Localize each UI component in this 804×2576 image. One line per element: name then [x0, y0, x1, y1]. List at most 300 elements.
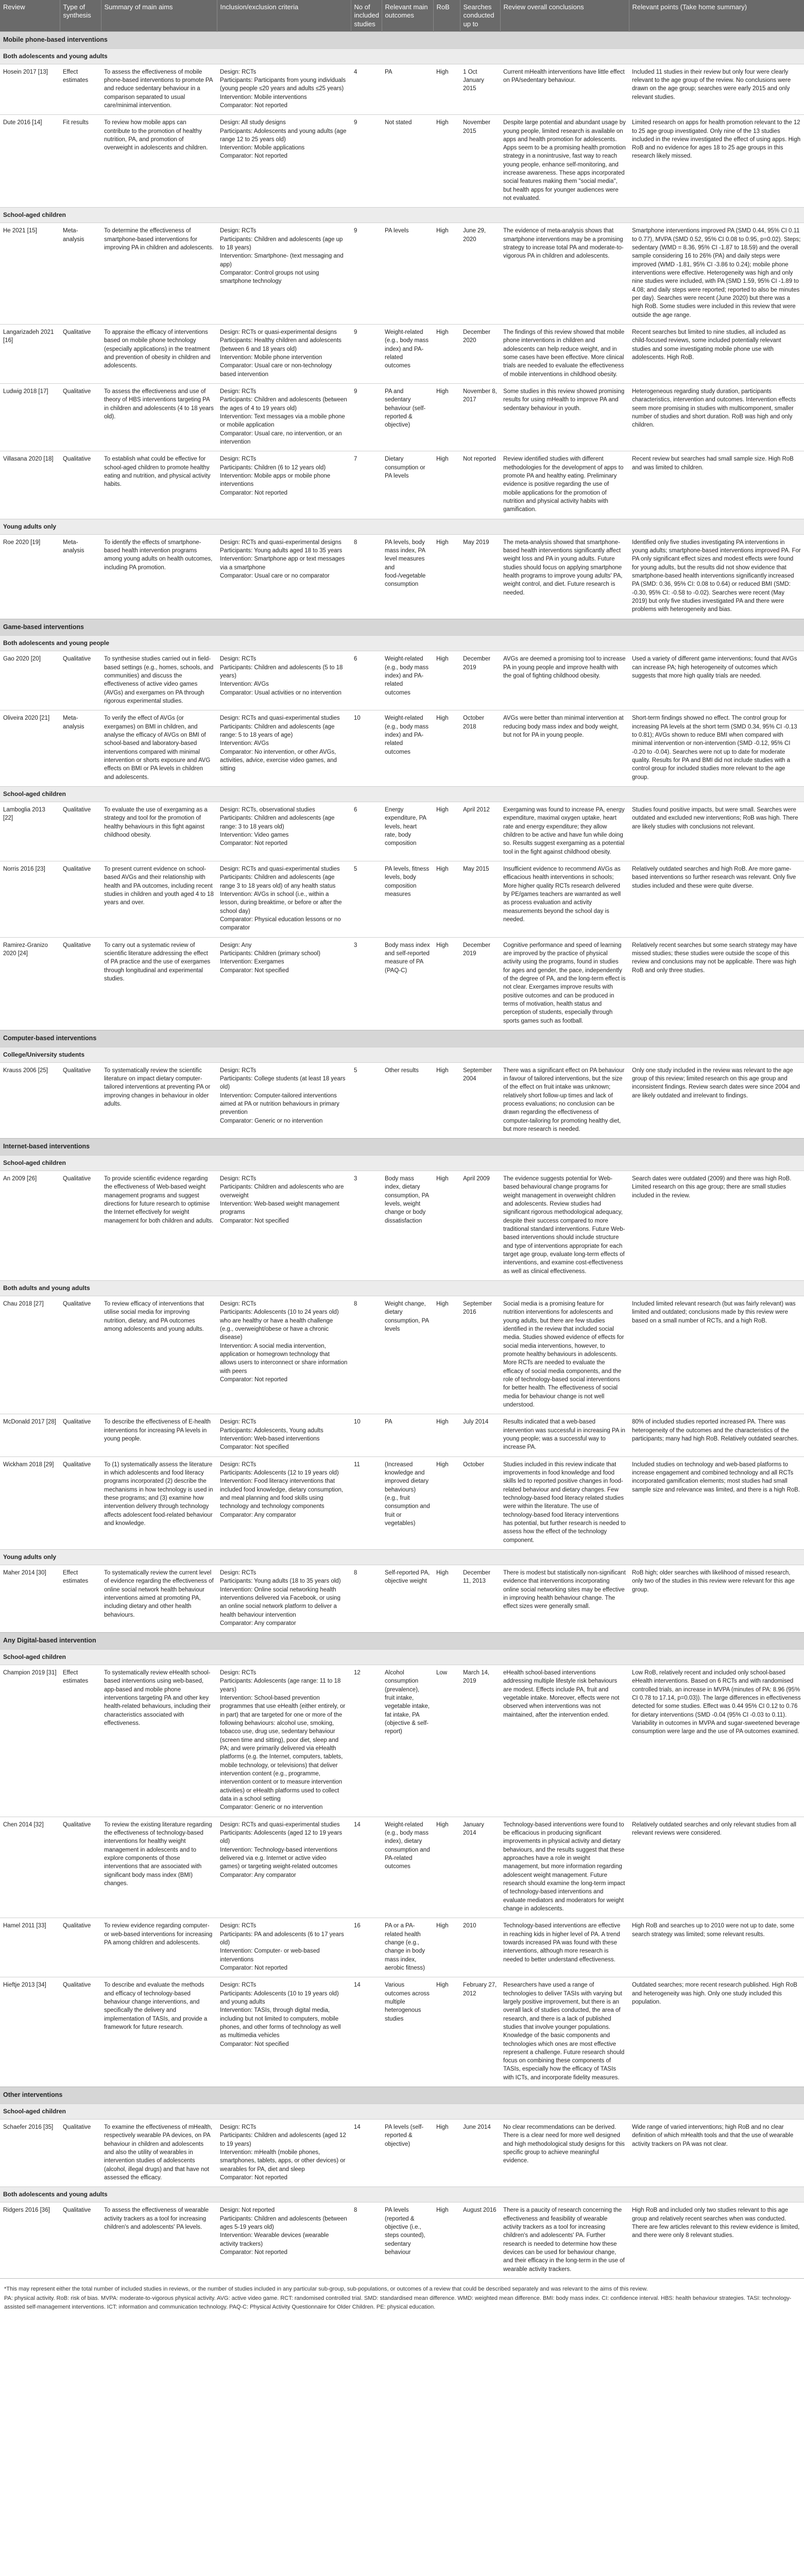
- cell-aims: To carry out a systematic review of scientific literature addressing the effect of PA practice and the use of exergames through longitudinal and experimental studies.: [101, 937, 217, 1030]
- table-row: [0, 1665, 804, 1817]
- cell-synthesis: Fit results: [60, 115, 101, 208]
- cell-searches: Not reported: [460, 451, 500, 519]
- category-title: Any Digital-based intervention: [0, 1633, 804, 1650]
- cell-searches: 2010: [460, 1918, 500, 1977]
- cell-outcomes: Weight-related (e.g., body mass index) and PA-related outcomes: [382, 325, 433, 384]
- subgroup-row: [0, 787, 804, 802]
- cell-points: Recent review but searches had small sample size. High RoB and was limited to children.: [629, 451, 804, 519]
- cell-outcomes: PA and sedentary behaviour (self-reported & objective): [382, 384, 433, 451]
- cell-searches: June 2014: [460, 2119, 500, 2187]
- cell-studies: 5: [351, 861, 382, 938]
- cell-outcomes: Weight-related (e.g., body mass index) and PA-related outcomes: [382, 710, 433, 787]
- cell-review: Hamel 2011 [33]: [0, 1918, 60, 1977]
- cell-outcomes: PA levels, body mass index, PA level measures and food-/vegetable consumption: [382, 534, 433, 619]
- cell-aims: To evaluate the use of exergaming as a strategy and tool for the promotion of healthy behaviours in this fight against childhood obesity.: [101, 802, 217, 861]
- cell-searches: June 29, 2020: [460, 223, 500, 325]
- cell-criteria: Design: RCTs Participants: PA and adolescents (6 to 17 years old) Intervention: Computer- or web-based interventions Comparator: Not reported: [217, 1918, 351, 1977]
- table-row: [0, 115, 804, 208]
- header-searches: Searches conducted up to: [460, 0, 500, 31]
- subgroup-row: [0, 1549, 804, 1565]
- cell-conclusions: No clear recommendations can be derived. There is a clear need for more well designed and high methodological study designs for this specific group to achieve meaningful evidence.: [500, 2119, 629, 2187]
- table-body: [0, 31, 804, 2278]
- cell-outcomes: PA: [382, 1414, 433, 1456]
- cell-criteria: Design: RCTs Participants: Participants from young individuals (young people ≤20 years and adults ≤25 years) Intervention: Mobile interventions Comparator: Not reported: [217, 64, 351, 115]
- cell-rob: High: [433, 1062, 460, 1139]
- cell-conclusions: Exergaming was found to increase PA, energy expenditure, maximal oxygen uptake, heart rate and energy expenditure; they allow children to be active and have fun while doing so. Results suggest exergaming as a potential tool in the fight against childhood obesity.: [500, 802, 629, 861]
- cell-review: Champion 2019 [31]: [0, 1665, 60, 1817]
- table-row: [0, 1565, 804, 1632]
- subgroup-row: [0, 2104, 804, 2119]
- cell-studies: 9: [351, 223, 382, 325]
- cell-points: Included limited relevant research (but was fairly relevant) was limited and outdated; conclusions made by this review were based on a small number of RCTs, and a high RoB.: [629, 1296, 804, 1414]
- cell-criteria: Design: All study designs Participants: Adolescents and young adults (age range 12 to 25 years old) Intervention: Mobile applications Comparator: Not reported: [217, 115, 351, 208]
- cell-review: Lamboglia 2013 [22]: [0, 802, 60, 861]
- cell-rob: High: [433, 1565, 460, 1632]
- cell-searches: September 2004: [460, 1062, 500, 1139]
- subgroup-title: School-aged children: [0, 1650, 804, 1665]
- subgroup-row: [0, 636, 804, 651]
- subgroup-title: School-aged children: [0, 787, 804, 802]
- header-included-studies: No of included studies: [351, 0, 382, 31]
- cell-points: Used a variety of different game interventions; found that AVGs can increase PA; high heterogeneity of outcomes which suggests that more high quality trials are needed.: [629, 651, 804, 710]
- cell-rob: High: [433, 802, 460, 861]
- cell-aims: To examine the effectiveness of mHealth, respectively wearable PA devices, on PA behaviour in children and adolescents and also the utility of wearables in intervention studies of adolescents (alcohol, illegal drugs) and that have not assessed the efficacy.: [101, 2119, 217, 2187]
- cell-synthesis: Qualitative: [60, 384, 101, 451]
- cell-searches: April 2009: [460, 1171, 500, 1281]
- table-footnotes: [0, 2278, 804, 2321]
- cell-aims: To review how mobile apps can contribute to the promotion of healthy nutrition, PA, and promotion of overweight in adolescents and children.: [101, 115, 217, 208]
- table-row: [0, 1456, 804, 1549]
- cell-rob: High: [433, 1456, 460, 1549]
- cell-rob: High: [433, 2202, 460, 2278]
- cell-outcomes: Self-reported PA, objective weight: [382, 1565, 433, 1632]
- cell-criteria: Design: RCTs or quasi-experimental designs Participants: Healthy children and adolescents (between 6 and 18 years old) Intervention: Mobile phone intervention Comparator: Usual care or non-technology based intervention: [217, 325, 351, 384]
- table-row: [0, 534, 804, 619]
- cell-conclusions: Cognitive performance and speed of learning are improved by the practice of physical activity using the programs, found in studies for ages and gender, the pace, independently of the degree of PA, and the long-term effect is not clear. Exergames improve results with positive outcomes and can be produced in terms of motivation, health status and perception of students, especially through sports games such as football.: [500, 937, 629, 1030]
- subgroup-row: [0, 1156, 804, 1171]
- cell-conclusions: Social media is a promising feature for nutrition interventions for adolescents and young adults, but there are few studies identified in the review that included social media. Studies showed evidence of effects for social media interventions, however, to promote healthy behaviours in adolescents. More RCTs are needed to evaluate the efficacy of social media components, and the role of technology-based social interventions for better health. The effectiveness of social media for behaviour change is not well understood.: [500, 1296, 629, 1414]
- cell-review: Hieftje 2013 [34]: [0, 1977, 60, 2087]
- cell-rob: High: [433, 861, 460, 938]
- table-row: [0, 1296, 804, 1414]
- cell-rob: High: [433, 223, 460, 325]
- category-row: [0, 619, 804, 636]
- cell-synthesis: Qualitative: [60, 1171, 101, 1281]
- cell-searches: December 11, 2013: [460, 1565, 500, 1632]
- subgroup-row: [0, 208, 804, 223]
- cell-rob: High: [433, 1171, 460, 1281]
- subgroup-title: Young adults only: [0, 1549, 804, 1565]
- cell-rob: High: [433, 325, 460, 384]
- cell-rob: Low: [433, 1665, 460, 1817]
- cell-criteria: Design: RCTs Participants: Children (6 to 12 years old) Intervention: Mobile apps or mobile phone interventions Comparator: Not reported: [217, 451, 351, 519]
- cell-points: Relatively outdated searches and high RoB. Are more game-based interventions so further research was relevant. Only five studies included and these were quite diverse.: [629, 861, 804, 938]
- subgroup-row: [0, 1281, 804, 1296]
- subgroup-row: [0, 1047, 804, 1062]
- cell-outcomes: Body mass index and self-reported measure of PA (PAQ-C): [382, 937, 433, 1030]
- cell-conclusions: There is modest but statistically non-significant evidence that interventions incorporating online social networking sites may be effective in improving health behaviour change. The effect sizes were generally small.: [500, 1565, 629, 1632]
- table-row: [0, 1817, 804, 1918]
- cell-criteria: Design: Not reported Participants: Children and adolescents (between ages 5-19 years old) Intervention: Wearable devices (wearable activity trackers) Comparator: Not reported: [217, 2202, 351, 2278]
- table-row: [0, 2202, 804, 2278]
- cell-searches: October 2018: [460, 710, 500, 787]
- cell-outcomes: PA levels (reported & objective (i.e., steps counted), sedentary behaviour: [382, 2202, 433, 2278]
- cell-criteria: Design: RCTs Participants: Children and adolescents (aged 12 to 19 years) Intervention: mHealth (mobile phones, smartphones, tablets, apps, or other devices) or wearables for PA, diet and sleep Comparator: Not reported: [217, 2119, 351, 2187]
- cell-synthesis: Qualitative: [60, 451, 101, 519]
- cell-studies: 5: [351, 1062, 382, 1139]
- cell-aims: To assess the effectiveness and use of theory of HBS interventions targeting PA in children and adolescents (4 to 18 years old).: [101, 384, 217, 451]
- table-row: [0, 651, 804, 710]
- cell-criteria: Design: RCTs Participants: Adolescents (age range: 11 to 18 years) Intervention: School-based prevention programmes that use eHealth (either entirely, or in part) that are targeted for one or more of the following behaviours: alcohol use, smoking, tobacco use, drug use, sedentary behaviour (screen time and sitting), poor diet, sleep and PA; and were primarily delivered via eHealth platforms (e.g. the Internet, computers, tablets, mobile technology, or televisions) that deliver intervention content (e.g., programme, intervention content or to measure intervention activities) or eHealth platforms used to collect data in a school setting Comparator: Generic or no intervention: [217, 1665, 351, 1817]
- table-row: [0, 1171, 804, 1281]
- cell-points: Heterogeneous regarding study duration, participants characteristics, intervention and outcomes. Intervention effects seem more promising in studies with multicomponent, smaller number of studies and short duration. RoB was high and only children.: [629, 384, 804, 451]
- cell-synthesis: Qualitative: [60, 651, 101, 710]
- cell-studies: 14: [351, 1977, 382, 2087]
- cell-points: Studies found positive impacts, but were small. Searches were outdated and excluded new interventions; RoB was high. There are likely studies with conclusions not relevant.: [629, 802, 804, 861]
- cell-review: Villasana 2020 [18]: [0, 451, 60, 519]
- subgroup-title: College/University students: [0, 1047, 804, 1062]
- cell-conclusions: Technology-based interventions were found to be efficacious in producing significant improvements in physical activity and dietary behaviours, and the results suggest that these approaches have a role in weight management, but more information regarding adolescent weight management. Future research should examine the long-term impact of technology-based interventions and evaluate mediators and moderators for weight change in adolescents.: [500, 1817, 629, 1918]
- cell-aims: To describe and evaluate the methods and efficacy of technology-based behaviour change interventions, and specifically the delivery and implementation of TASIs, and provide a framework for future research.: [101, 1977, 217, 2087]
- cell-searches: November 8, 2017: [460, 384, 500, 451]
- cell-synthesis: Meta-analysis: [60, 223, 101, 325]
- subgroup-row: [0, 519, 804, 534]
- cell-aims: To assess the effectiveness of mobile phone-based interventions to promote PA and reduce sedentary behaviour in a comparison separated to usual care/minimal intervention.: [101, 64, 217, 115]
- cell-searches: April 2012: [460, 802, 500, 861]
- cell-rob: High: [433, 384, 460, 451]
- cell-conclusions: AVGs were better than minimal intervention at reducing body mass index and body weight, but not for PA in young people.: [500, 710, 629, 787]
- cell-studies: 16: [351, 1918, 382, 1977]
- header-main-outcomes: Relevant main outcomes: [382, 0, 433, 31]
- subgroup-title: Both adolescents and young people: [0, 636, 804, 651]
- cell-synthesis: Qualitative: [60, 802, 101, 861]
- table-row: [0, 64, 804, 115]
- cell-conclusions: Current mHealth interventions have little effect on PA/sedentary behaviour.: [500, 64, 629, 115]
- cell-outcomes: Other results: [382, 1062, 433, 1139]
- cell-points: Relatively outdated searches and only relevant studies from all relevant reviews were considered.: [629, 1817, 804, 1918]
- cell-searches: December 2019: [460, 937, 500, 1030]
- cell-studies: 3: [351, 1171, 382, 1281]
- cell-points: Low RoB, relatively recent and included only school-based eHealth interventions. Based on 6 RCTs and with randomised controlled trials, an increase in MVPA (minutes of PA: 8.96 (95% CI 0.78 to 17.14, p=0.03)). The large differences in effectiveness detected for some studies. Effect was 0.44 95% CI 0.12 to 0.76 for dietary interventions (SMD -0.04 (95% CI -0.03 to 0.11). Variability in outcomes in MVPA and sugar-sweetened beverage consumption were large and the use of PA outcomes examined.: [629, 1665, 804, 1817]
- cell-studies: 8: [351, 1296, 382, 1414]
- cell-studies: 9: [351, 384, 382, 451]
- cell-synthesis: Effect estimates: [60, 1565, 101, 1632]
- cell-studies: 3: [351, 937, 382, 1030]
- cell-outcomes: Alcohol consumption (prevalence), fruit intake, vegetable intake, fat intake, PA (objective & self-report): [382, 1665, 433, 1817]
- cell-points: 80% of included studies reported increased PA. There was heterogeneity of the outcomes and the characteristics of the participants; many had high RoB. Relatively outdated searches.: [629, 1414, 804, 1456]
- header-relevant-points: Relevant points (Take home summary): [629, 0, 804, 31]
- cell-studies: 8: [351, 534, 382, 619]
- cell-synthesis: Meta-analysis: [60, 710, 101, 787]
- table-header: [0, 0, 804, 31]
- cell-rob: High: [433, 937, 460, 1030]
- footnote: *This may represent either the total number of included studies in reviews, or the number of studies included in any particular sub-group, sub-populations, or outcomes of a review that could be described separately and was relevant to the aims of this review.: [4, 2285, 648, 2292]
- cell-aims: To review the existing literature regarding the effectiveness of technology-based interventions for healthy weight management in adolescents and to explore components of those interventions that are associated with significant body mass index (BMI) changes.: [101, 1817, 217, 1918]
- cell-rob: High: [433, 1414, 460, 1456]
- cell-synthesis: Qualitative: [60, 1817, 101, 1918]
- category-title: Game-based interventions: [0, 619, 804, 636]
- cell-searches: May 2015: [460, 861, 500, 938]
- cell-points: RoB high; older searches with likelihood of missed research, only two of the studies in this review were relevant for this age group.: [629, 1565, 804, 1632]
- cell-criteria: Design: RCTs Participants: Children and adolescents (between the ages of 4 to 19 years old) Intervention: Text messages via a mobile phone or mobile application Comparator: Usual care, no intervention, or an intervention: [217, 384, 351, 451]
- cell-conclusions: The evidence suggests potential for Web-based behavioural change programs for weight management in overweight children and adolescents. Review studies had significant rigorous methodological adequacy, despite their success compared to more traditional standard interventions. Future Web-based interventions should include structure and type of interventions appropriate for each target age group, evaluate long-term effects of interventions, and examine cost-effectiveness as well as clinical effectiveness.: [500, 1171, 629, 1281]
- cell-aims: To systematically review the current level of evidence regarding the effectiveness of online social network health behaviour interventions aimed at promoting PA, including dietary and other health behaviours.: [101, 1565, 217, 1632]
- cell-conclusions: Insufficient evidence to recommend AVGs as efficacious health interventions in schools; More higher quality RCTs research delivered by PE/games teachers are warranted as well as process evaluation and activity measurements beyond the school day is needed.: [500, 861, 629, 938]
- cell-aims: To provide scientific evidence regarding the effectiveness of Web-based weight management programs and suggest directions for future research to optimise the Internet effectively for weight management for both children and adults.: [101, 1171, 217, 1281]
- cell-criteria: Design: RCTs and quasi-experimental studies Participants: Children and adolescents (age range: 5 to 18 years of age) Intervention: AVGs Comparator: No intervention, or other AVGs, activities, advice, exercise video games, and sitting: [217, 710, 351, 787]
- table-row: [0, 861, 804, 938]
- cell-criteria: Design: RCTs Participants: Adolescents (12 to 19 years old) Intervention: Food literacy interventions that included food knowledge, dietary consumption, and meal planning and food skills using technology and technology components Comparator: Any comparator: [217, 1456, 351, 1549]
- header-row: [0, 0, 804, 31]
- header-rob: RoB: [433, 0, 460, 31]
- cell-criteria: Design: RCTs Participants: College students (at least 18 years old) Intervention: Computer-tailored interventions aimed at PA or nutrition behaviours in primary prevention Comparator: Generic or no intervention: [217, 1062, 351, 1139]
- cell-criteria: Design: RCTs Participants: Young adults (18 to 35 years old) Intervention: Online social networking health interventions delivered via Facebook, or using an online social network platform to deliver a health behaviour intervention Comparator: Any comparator: [217, 1565, 351, 1632]
- cell-rob: High: [433, 451, 460, 519]
- cell-searches: March 14, 2019: [460, 1665, 500, 1817]
- cell-studies: 12: [351, 1665, 382, 1817]
- cell-review: Krauss 2006 [25]: [0, 1062, 60, 1139]
- table-row: [0, 710, 804, 787]
- category-title: Other interventions: [0, 2087, 804, 2104]
- cell-review: Oliveira 2020 [21]: [0, 710, 60, 787]
- cell-studies: 6: [351, 651, 382, 710]
- cell-searches: July 2014: [460, 1414, 500, 1456]
- cell-synthesis: Qualitative: [60, 1977, 101, 2087]
- table-row: [0, 937, 804, 1030]
- cell-aims: To appraise the efficacy of interventions based on mobile phone technology (especially applications) in the treatment and prevention of obesity in children and adolescents.: [101, 325, 217, 384]
- table-row: [0, 384, 804, 451]
- cell-studies: 8: [351, 2202, 382, 2278]
- cell-conclusions: Technology-based interventions are effective in reaching kids in higher level of PA. A trend towards increased PA was found with these interventions, although more research is needed to better understand effectiveness.: [500, 1918, 629, 1977]
- cell-conclusions: There is a paucity of research concerning the effectiveness and feasibility of wearable activity trackers as a tool for increasing children's and adolescents' PA. Further research is needed to determine how these devices can be used for behaviour change, and their efficacy in the long-term in the use of wearable activity trackers.: [500, 2202, 629, 2278]
- cell-rob: High: [433, 1296, 460, 1414]
- cell-points: Identified only five studies investigating PA interventions in young adults; smartphone-based interventions improved PA. For PA only significant effect sizes and modest effects were found for young adults, but the results did not show evidence that smartphone-based health interventions significantly increased PA (SMD: 0.36, 95% CI: 0.08 to 0.64) or reduced BMI (SMD: -0.30, 95% CI: -0.58 to -0.02). Searches were recent (May 2019) but only five studies investigated PA and there were problems with heterogeneity and bias.: [629, 534, 804, 619]
- header-main-aims: Summary of main aims: [101, 0, 217, 31]
- cell-studies: 9: [351, 325, 382, 384]
- cell-points: High RoB and included only two studies relevant to this age group and relatively recent searches when was conducted. There are few articles relevant to this review evidence is limited, and there were only 8 relevant studies.: [629, 2202, 804, 2278]
- cell-points: Included studies on technology and web-based platforms to increase engagement and combined technology and all RCTs incorporated gamification elements; most studies had small sample size and relevance was limited, and there is a high RoB.: [629, 1456, 804, 1549]
- cell-criteria: Design: Any Participants: Children (primary school) Intervention: Exergames Comparator: Not specified: [217, 937, 351, 1030]
- cell-outcomes: Various outcomes across multiple heterogenous studies: [382, 1977, 433, 2087]
- cell-criteria: Design: RCTs and quasi-experimental studies Participants: Children and adolescents (age range 3 to 18 years old) of any health status Intervention: AVGs in school (i.e., within a lesson, during breaktime, or before or after the school day) Comparator: Physical education lessons or no comparator: [217, 861, 351, 938]
- cell-conclusions: Review identified studies with different methodologies for the development of apps to promote PA and healthy eating. Preliminary evidence is positive regarding the use of mobile applications for the promotion of nutrition and physical activity habits with gamification.: [500, 451, 629, 519]
- cell-synthesis: Qualitative: [60, 1062, 101, 1139]
- cell-criteria: Design: RCTs and quasi-experimental studies Participants: Adolescents (aged 12 to 19 years old) Intervention: Technology-based interventions delivered via e.g. Internet or active video games) or targeting weight-related outcomes Comparator: Any comparator: [217, 1817, 351, 1918]
- cell-criteria: Design: RCTs and quasi-experimental designs Participants: Young adults aged 18 to 35 years Intervention: Smartphone app or text messages via a smartphone Comparator: Usual care or no comparator: [217, 534, 351, 619]
- cell-rob: High: [433, 1918, 460, 1977]
- cell-outcomes: Energy expenditure, PA levels, heart rate, body composition: [382, 802, 433, 861]
- cell-searches: 1 Oct January 2015: [460, 64, 500, 115]
- cell-searches: November 2015: [460, 115, 500, 208]
- category-title: Mobile phone-based interventions: [0, 31, 804, 48]
- header-type-of-synthesis: Type of synthesis: [60, 0, 101, 31]
- cell-conclusions: Some studies in this review showed promising results for using mHealth to improve PA and sedentary behaviour in youth.: [500, 384, 629, 451]
- cell-conclusions: There was a significant effect on PA behaviour in favour of tailored interventions, but the size of the effect on fruit intake was unknown; relatively short follow-up times and lack of process evaluations; no conclusion can be drawn regarding the effectiveness of computer-tailoring for promoting healthy diet, but more research is needed.: [500, 1062, 629, 1139]
- cell-conclusions: The meta-analysis showed that smartphone-based health interventions significantly affect weight loss and PA in young adults. Future studies should focus on applying smartphone health programs to improve young adults' PA, weight control, and diet. Future research is needed.: [500, 534, 629, 619]
- table-row: [0, 223, 804, 325]
- cell-aims: To review efficacy of interventions that utilise social media for improving nutrition, dietary, and PA outcomes among adolescents and young adults.: [101, 1296, 217, 1414]
- cell-searches: January 2014: [460, 1817, 500, 1918]
- subgroup-row: [0, 1650, 804, 1665]
- cell-review: Ridgers 2016 [36]: [0, 2202, 60, 2278]
- cell-outcomes: Weight-related (e.g., body mass index) and PA-related outcomes: [382, 651, 433, 710]
- cell-conclusions: Despite large potential and abundant usage by young people, limited research is available on apps and health promotion for adolescents. Apps seem to be a promising health promotion strategy in a nonintrusive, fast way to reach young people, enhance self-monitoring, and increase awareness. These apps incorporated social features making them "social media", but health apps for younger audiences were not evaluated.: [500, 115, 629, 208]
- cell-criteria: Design: RCTs Participants: Children and adolescents (age up to 18 years) Intervention: Smartphone- (text messaging and app) Comparator: Control groups not using smartphone technology: [217, 223, 351, 325]
- subgroup-row: [0, 48, 804, 64]
- subgroup-title: Young adults only: [0, 519, 804, 534]
- table-row: [0, 2119, 804, 2187]
- cell-points: Search dates were outdated (2009) and there was high RoB. Limited research on this age group; there are small studies included in the review.: [629, 1171, 804, 1281]
- cell-points: Included 11 studies in their review but only four were clearly relevant to the age group of the review. No conclusions were drawn on the age group; searches were early 2015 and only relevant studies.: [629, 64, 804, 115]
- cell-conclusions: AVGs are deemed a promising tool to increase PA in young people and improve health with the goal of fighting childhood obesity.: [500, 651, 629, 710]
- cell-review: McDonald 2017 [28]: [0, 1414, 60, 1456]
- cell-criteria: Design: RCTs Participants: Adolescents, Young adults Intervention: Web-based interventions Comparator: Not specified: [217, 1414, 351, 1456]
- cell-synthesis: Qualitative: [60, 937, 101, 1030]
- cell-criteria: Design: RCTs Participants: Adolescents (10 to 24 years old) who are healthy or have a health challenge (e.g., overweight/obese or have a chronic disease) Intervention: A social media intervention, application or homegrown technology that allows users to interconnect or share information with peers Comparator: Not reported: [217, 1296, 351, 1414]
- cell-outcomes: PA: [382, 64, 433, 115]
- cell-review: Roe 2020 [19]: [0, 534, 60, 619]
- subgroup-title: Both adolescents and young adults: [0, 2187, 804, 2202]
- cell-outcomes: PA or a PA-related health change (e.g., change in body mass index, aerobic fitness): [382, 1918, 433, 1977]
- cell-conclusions: Results indicated that a web-based intervention was successful in increasing PA in young people; was a successful way to increase PA.: [500, 1414, 629, 1456]
- cell-studies: 8: [351, 1565, 382, 1632]
- cell-aims: To determine the effectiveness of smartphone-based interventions for improving PA in children and adolescents.: [101, 223, 217, 325]
- table-row: [0, 451, 804, 519]
- cell-conclusions: The evidence of meta-analysis shows that smartphone interventions may be a promising strategy to increase total PA and moderate-to-vigorous PA in children and adolescents.: [500, 223, 629, 325]
- cell-studies: 10: [351, 710, 382, 787]
- cell-points: Recent searches but limited to nine studies, all included as child-focused reviews, some included potentially relevant studies and some investigating mobile phone use with adolescents. High RoB.: [629, 325, 804, 384]
- footnote: PA: physical activity. RoB: risk of bias. MVPA: moderate-to-vigorous physical activity. AVG: active video game. RCT: randomised controlled trial. SMD: standardised mean difference. WMD: weighted mean difference. BMI: body mass index. CI: confidence interval. HBS: health behaviour strategies. TASI: technology-assisted self-management interventions. ICT: information and communication technology. PAQ-C: Physical Activity Questionnaire for Older Children. PE: physical education.: [4, 2295, 792, 2310]
- cell-outcomes: PA levels (self-reported & objective): [382, 2119, 433, 2187]
- cell-studies: 14: [351, 1817, 382, 1918]
- header-criteria: Inclusion/exclusion criteria: [217, 0, 351, 31]
- cell-synthesis: Effect estimates: [60, 1665, 101, 1817]
- cell-studies: 11: [351, 1456, 382, 1549]
- category-row: [0, 2087, 804, 2104]
- cell-studies: 6: [351, 802, 382, 861]
- cell-points: Wide range of varied interventions; high RoB and no clear definition of which mHealth tools and that the use of wearable activity trackers on PA was not clear.: [629, 2119, 804, 2187]
- header-conclusions: Review overall conclusions: [500, 0, 629, 31]
- subgroup-title: Both adolescents and young adults: [0, 48, 804, 64]
- cell-rob: High: [433, 1817, 460, 1918]
- table-row: [0, 1977, 804, 2087]
- cell-studies: 9: [351, 115, 382, 208]
- cell-synthesis: Qualitative: [60, 1456, 101, 1549]
- cell-review: Langarizadeh 2021 [16]: [0, 325, 60, 384]
- category-row: [0, 1139, 804, 1156]
- category-title: Computer-based interventions: [0, 1030, 804, 1047]
- header-review: Review: [0, 0, 60, 31]
- cell-studies: 4: [351, 64, 382, 115]
- cell-searches: December 2020: [460, 325, 500, 384]
- cell-outcomes: Body mass index, dietary consumption, PA levels, weight change or body dissatisfaction: [382, 1171, 433, 1281]
- table-row: [0, 802, 804, 861]
- cell-points: Outdated searches; more recent research published. High RoB and heterogeneity was high. Only one study included this population.: [629, 1977, 804, 2087]
- cell-synthesis: Qualitative: [60, 1296, 101, 1414]
- cell-outcomes: PA levels: [382, 223, 433, 325]
- cell-review: Schaefer 2016 [35]: [0, 2119, 60, 2187]
- cell-points: Limited research on apps for health promotion relevant to the 12 to 25 age group investigated. Only nine of the 13 studies included in the review investigated the effect of using apps. High RoB and no evidence for ages 18 to 25 age groups in this research likely missed.: [629, 115, 804, 208]
- cell-review: Wickham 2018 [29]: [0, 1456, 60, 1549]
- cell-rob: High: [433, 534, 460, 619]
- subgroup-row: [0, 2187, 804, 2202]
- cell-aims: To describe the effectiveness of E-health interventions for increasing PA levels in young people.: [101, 1414, 217, 1456]
- cell-rob: High: [433, 1977, 460, 2087]
- cell-conclusions: eHealth school-based interventions addressing multiple lifestyle risk behaviours are modest. Effects include PA, fruit and vegetable intake. Moreover, effects were not observed when interventions was not maintained, after the intervention ended.: [500, 1665, 629, 1817]
- cell-outcomes: Not stated: [382, 115, 433, 208]
- cell-conclusions: Studies included in this review indicate that improvements in food knowledge and food skills led to reported positive changes in food-related behaviour and dietary changes. Few technology-based food literacy related studies were within the literature. The use of technology-based food literacy interventions has potential, but further research is needed to assess how the effect of the technology component.: [500, 1456, 629, 1549]
- cell-outcomes: PA levels, fitness levels, body composition measures: [382, 861, 433, 938]
- cell-searches: December 2019: [460, 651, 500, 710]
- cell-aims: To establish what could be effective for school-aged children to promote healthy eating and nutrition, and physical activity habits.: [101, 451, 217, 519]
- cell-review: Dute 2016 [14]: [0, 115, 60, 208]
- cell-searches: September 2016: [460, 1296, 500, 1414]
- subgroup-title: School-aged children: [0, 1156, 804, 1171]
- cell-searches: August 2016: [460, 2202, 500, 2278]
- cell-conclusions: Researchers have used a range of technologies to deliver TASIs with varying but largely positive improvement, but there is an overall lack of studies conducted, the area of research, and there is a lack of published studies that involve younger populations. Knowledge of the basic components and technologies which ones are most effective represent a challenge. Future research should focus on combining these components of TASIs, especially how the efficacy of TASIs with ICTs, and incorporate fidelity measures.: [500, 1977, 629, 2087]
- category-row: [0, 1633, 804, 1650]
- cell-aims: To review evidence regarding computer- or web-based interventions for increasing PA among children and adolescents.: [101, 1918, 217, 1977]
- subgroup-title: Both adults and young adults: [0, 1281, 804, 1296]
- category-row: [0, 31, 804, 48]
- table-row: [0, 1414, 804, 1456]
- cell-outcomes: (Increased knowledge and improved dietary behaviours) (e.g., fruit consumption and fruit or vegetables): [382, 1456, 433, 1549]
- cell-points: Short-term findings showed no effect. The control group for increasing PA levels at the short term (SMD 0.34, 95% CI -0.13 to 0.81); AVGs shown to reduce BMI when compared with minimal intervention or non-intervention (SMD -0.12, 95% CI -0.20 to -0.04). Searches were not up to date for moderate quality. Results for PA and BMI did not include studies with a control group for included studies more relevant to the age group.: [629, 710, 804, 787]
- cell-review: Ramirez-Granizo 2020 [24]: [0, 937, 60, 1030]
- cell-searches: May 2019: [460, 534, 500, 619]
- cell-outcomes: Weight-related (e.g., body mass index), dietary consumption and PA-related outcomes: [382, 1817, 433, 1918]
- cell-synthesis: Qualitative: [60, 1414, 101, 1456]
- cell-criteria: Design: RCTs Participants: Adolescents (10 to 19 years old) and young adults Intervention: TASIs, through digital media, including but not limited to computers, mobile phones, and other forms of technology as well as multimedia vehicles Comparator: Not specified: [217, 1977, 351, 2087]
- cell-review: Norris 2016 [23]: [0, 861, 60, 938]
- cell-studies: 10: [351, 1414, 382, 1456]
- cell-searches: October: [460, 1456, 500, 1549]
- cell-aims: To assess the effectiveness of wearable activity trackers as a tool for increasing children's and adolescents' PA levels.: [101, 2202, 217, 2278]
- cell-review: An 2009 [26]: [0, 1171, 60, 1281]
- cell-conclusions: The findings of this review showed that mobile phone interventions in children and adolescents can help reduce weight, and in some cases have been effective. More clinical trials are needed to evaluate the effectiveness of mobile interventions in childhood obesity.: [500, 325, 629, 384]
- category-row: [0, 1030, 804, 1047]
- cell-synthesis: Qualitative: [60, 1918, 101, 1977]
- table-row: [0, 1918, 804, 1977]
- cell-points: Only one study included in the review was relevant to the age group of this review; limited research on this age group and inconsistent findings. Review search dates were since 2004 and are likely outdated and irrelevant to findings.: [629, 1062, 804, 1139]
- cell-criteria: Design: RCTs Participants: Children and adolescents (5 to 18 years) Intervention: AVGs Comparator: Usual activities or no intervention: [217, 651, 351, 710]
- cell-aims: To present current evidence on school-based AVGs and their relationship with health and PA outcomes, including recent studies in children and youth aged 4 to 18 years and over.: [101, 861, 217, 938]
- cell-studies: 14: [351, 2119, 382, 2187]
- cell-aims: To synthesise studies carried out in field-based settings (e.g., homes, schools, and communities) and discuss the effectiveness of active video games (AVGs) and exergames on PA through rigorous experimental studies.: [101, 651, 217, 710]
- cell-review: Maher 2014 [30]: [0, 1565, 60, 1632]
- cell-rob: High: [433, 651, 460, 710]
- cell-synthesis: Meta-analysis: [60, 534, 101, 619]
- table-row: [0, 1062, 804, 1139]
- cell-synthesis: Qualitative: [60, 2202, 101, 2278]
- cell-rob: High: [433, 115, 460, 208]
- subgroup-title: School-aged children: [0, 2104, 804, 2119]
- cell-synthesis: Qualitative: [60, 325, 101, 384]
- cell-outcomes: Dietary consumption or PA levels: [382, 451, 433, 519]
- table-row: [0, 325, 804, 384]
- cell-synthesis: Qualitative: [60, 2119, 101, 2187]
- cell-criteria: Design: RCTs, observational studies Participants: Children and adolescents (age range: 3 to 18 years old) Intervention: Video games Comparator: Not reported: [217, 802, 351, 861]
- cell-review: Gao 2020 [20]: [0, 651, 60, 710]
- cell-review: Hosein 2017 [13]: [0, 64, 60, 115]
- subgroup-title: School-aged children: [0, 208, 804, 223]
- cell-outcomes: Weight change, dietary consumption, PA levels: [382, 1296, 433, 1414]
- cell-review: Ludwig 2018 [17]: [0, 384, 60, 451]
- cell-review: He 2021 [15]: [0, 223, 60, 325]
- cell-synthesis: Qualitative: [60, 861, 101, 938]
- cell-rob: High: [433, 2119, 460, 2187]
- category-title: Internet-based interventions: [0, 1139, 804, 1156]
